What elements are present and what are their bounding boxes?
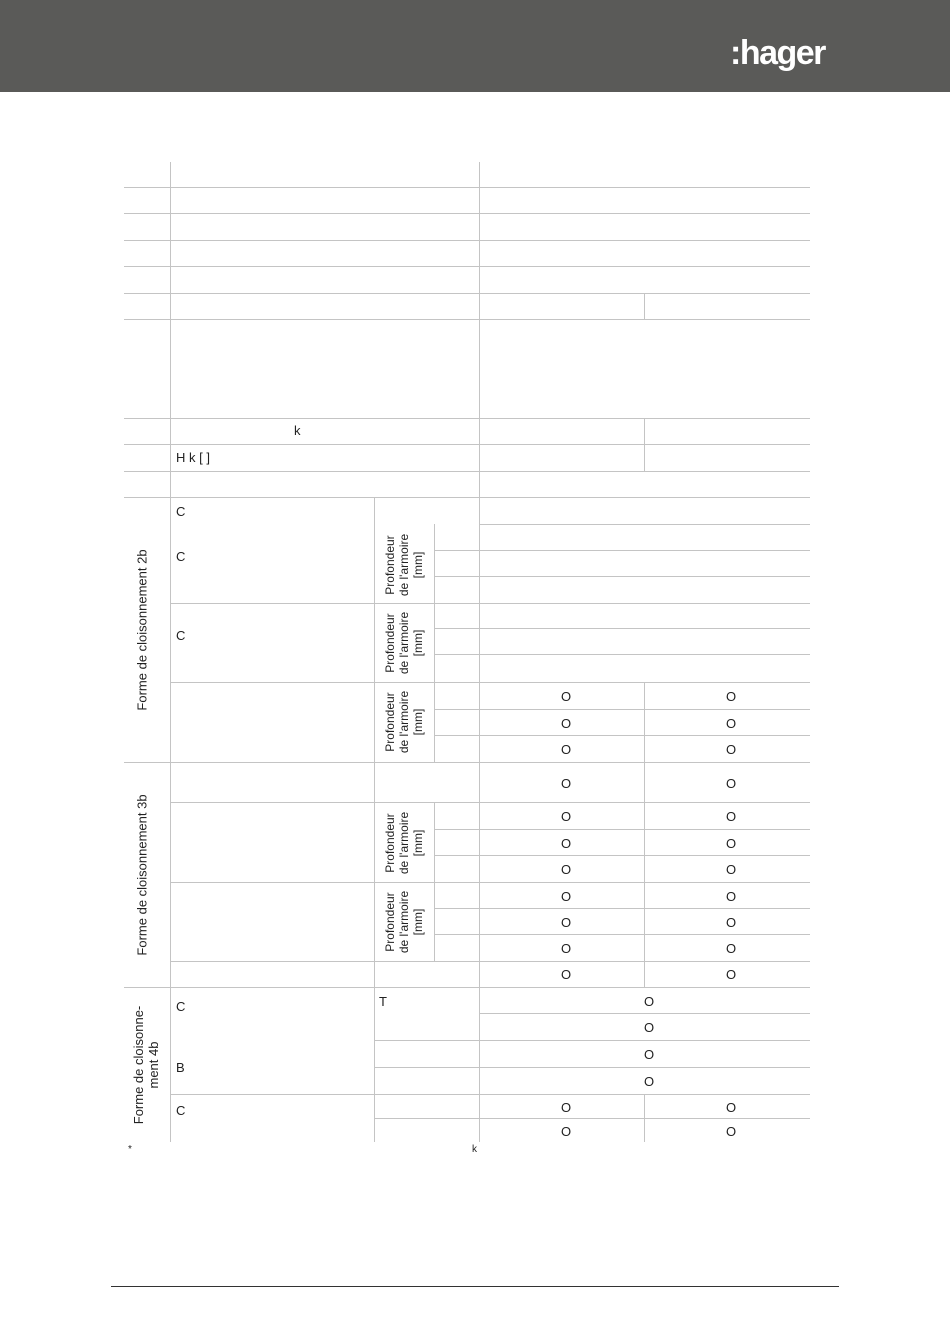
table-rule — [124, 213, 810, 214]
row-label-c: C — [176, 504, 186, 519]
cell-mark-o: O — [725, 862, 737, 877]
cell-mark-o: O — [725, 716, 737, 731]
table-rule — [644, 682, 645, 987]
table-rule — [479, 162, 480, 497]
cell-mark-o: O — [560, 716, 572, 731]
table-rule — [479, 1013, 810, 1014]
table-rule — [434, 576, 810, 577]
table-rule — [170, 162, 171, 1142]
cell-mark-o: O — [643, 1047, 655, 1062]
cell-mark-o: O — [725, 836, 737, 851]
table-rule — [434, 735, 810, 736]
table-rule — [124, 471, 810, 472]
cell-mark-o: O — [725, 1124, 737, 1139]
cell-mark-o: O — [560, 836, 572, 851]
table-rule — [124, 762, 810, 763]
row-label-k: k — [294, 423, 301, 438]
table-rule — [374, 497, 375, 1142]
cell-mark-o: O — [643, 1020, 655, 1035]
cell-mark-o: O — [643, 994, 655, 1009]
row-label-c: C — [176, 999, 186, 1014]
cell-mark-o: O — [560, 1100, 572, 1115]
cell-mark-o: O — [725, 941, 737, 956]
cell-mark-o: O — [560, 889, 572, 904]
table-rule — [434, 855, 810, 856]
footnote-marker: * — [128, 1144, 132, 1155]
table-rule — [374, 1118, 810, 1119]
cell-mark-o: O — [725, 967, 737, 982]
table-rule — [434, 934, 810, 935]
row-label-b: B — [176, 1060, 185, 1075]
table-rule — [434, 524, 435, 762]
table-rule — [124, 293, 810, 294]
table-rule — [170, 682, 810, 683]
table-rule — [124, 187, 810, 188]
cell-mark-o: O — [725, 742, 737, 757]
table-rule — [124, 240, 810, 241]
table-rule — [124, 418, 810, 419]
row-label-h: H k [ ] — [176, 450, 210, 465]
table-rule — [434, 709, 810, 710]
depth-label: Profondeur de l'armoire [mm] — [383, 890, 425, 954]
table-rule — [479, 524, 810, 525]
table-rule — [124, 319, 810, 320]
cell-mark-o: O — [560, 776, 572, 791]
cell-mark-o: O — [560, 809, 572, 824]
cell-mark-o: O — [725, 1100, 737, 1115]
row-label-t: T — [379, 994, 387, 1009]
table-rule — [170, 603, 810, 604]
table-rule — [644, 293, 645, 319]
table-rule — [170, 1094, 810, 1095]
table-rule — [434, 908, 810, 909]
cell-mark-o: O — [560, 862, 572, 877]
cell-mark-o: O — [725, 809, 737, 824]
hager-logo: :hager — [730, 34, 825, 72]
table-rule — [644, 418, 645, 471]
table-rule — [644, 1094, 645, 1142]
section-label-4b: Forme de cloisonne- ment 4b — [131, 1005, 161, 1125]
table-rule — [374, 1040, 810, 1041]
row-label-c: C — [176, 1103, 186, 1118]
cell-mark-o: O — [560, 967, 572, 982]
section-label-3b: Forme de cloisonnement 3b — [134, 794, 150, 956]
table-rule — [124, 987, 810, 988]
cell-mark-o: O — [725, 689, 737, 704]
table-rule — [479, 497, 480, 1142]
table-rule — [124, 266, 810, 267]
cell-mark-o: O — [725, 915, 737, 930]
table-rule — [170, 802, 810, 803]
row-label-c: C — [176, 549, 186, 564]
row-label-c: C — [176, 628, 186, 643]
cell-mark-o: O — [643, 1074, 655, 1089]
depth-label: Profondeur de l'armoire [mm] — [383, 690, 425, 754]
depth-label: Profondeur de l'armoire [mm] — [383, 533, 425, 597]
table-rule — [434, 550, 810, 551]
cell-mark-o: O — [725, 776, 737, 791]
table-rule — [434, 829, 810, 830]
cell-mark-o: O — [560, 915, 572, 930]
cell-mark-o: O — [725, 889, 737, 904]
depth-label: Profondeur de l'armoire [mm] — [383, 811, 425, 875]
table-rule — [374, 1067, 810, 1068]
table-rule — [434, 802, 435, 961]
table-rule — [170, 961, 810, 962]
table-rule — [434, 654, 810, 655]
footnote-k: k — [472, 1144, 477, 1155]
table-rule — [170, 882, 810, 883]
cell-mark-o: O — [560, 941, 572, 956]
cell-mark-o: O — [560, 689, 572, 704]
section-label-2b: Forme de cloisonnement 2b — [134, 549, 150, 711]
footer-divider — [111, 1286, 839, 1287]
table-rule — [124, 444, 810, 445]
cell-mark-o: O — [560, 1124, 572, 1139]
cell-mark-o: O — [560, 742, 572, 757]
table-rule — [124, 497, 810, 498]
depth-label: Profondeur de l'armoire [mm] — [383, 611, 425, 675]
table-rule — [434, 628, 810, 629]
